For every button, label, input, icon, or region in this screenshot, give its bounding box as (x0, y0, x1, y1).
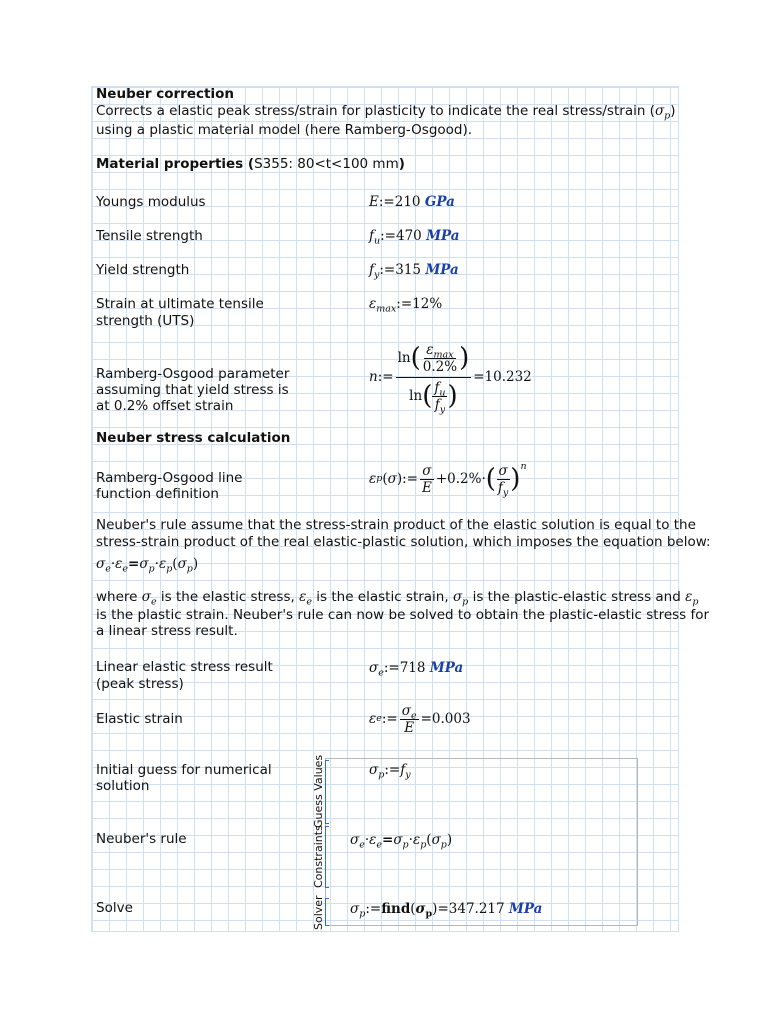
solve-label: Solve (96, 900, 133, 916)
strain-label-1: Strain at ultimate tensile (96, 296, 264, 312)
intro-line1: Corrects a elastic peak stress/strain for plasticity to indicate the real stress/strain ( (96, 103, 655, 119)
guess-label-2: solution (96, 778, 150, 794)
intro-line2: using a plastic material model (here Ramberg-Osgood). (96, 122, 473, 138)
section-title: Neuber correction (96, 86, 234, 102)
solve-unit: MPa (508, 901, 543, 917)
where-line1: where $\sigma_e$ is the elastic stress, $\varepsilon_e$ is the elastic strain, $\sigma_p$ is the plastic-elastic stress and $\varepsilon_p$ (96, 589, 699, 608)
line-def-offset: 0.2% (447, 471, 482, 487)
intro-close: ) (670, 103, 676, 119)
linear-label-2: (peak stress) (96, 676, 184, 692)
line-def-label-1: Ramberg-Osgood line (96, 470, 243, 486)
ro-label-3: at 0.2% offset strain (96, 398, 234, 414)
elastic-strain-label: Elastic strain (96, 711, 183, 727)
material-heading-close: ) (398, 156, 405, 172)
strain-label-2: strength (UTS) (96, 313, 195, 329)
elastic-strain-result: 0.003 (431, 711, 471, 727)
ro-label-1: Ramberg-Osgood parameter (96, 366, 290, 382)
ro-label-2: assuming that yield stress is (96, 382, 289, 398)
tensile-value: 470 (396, 228, 422, 244)
neuber-equation-inline: $\sigma_e\cdot\varepsilon_e=\sigma_p\cdot\varepsilon_p(\sigma_p)$ (96, 556, 199, 575)
intro-sigma-sub: p (664, 110, 671, 122)
elastic-strain-equation[interactable]: ε e := $\frac{\sigma_e}{E}$ = 0.003 (369, 702, 471, 736)
neuber-heading: Neuber stress calculation (96, 430, 291, 446)
youngs-label: Youngs modulus (96, 194, 206, 210)
guess-bracket (325, 760, 329, 824)
youngs-unit: GPa (424, 194, 455, 210)
guess-equation[interactable]: $\sigma_p:=f_y$ (369, 762, 411, 781)
tensile-label: Tensile strength (96, 228, 203, 244)
yield-equation[interactable]: $f_y:=315$ MPa (369, 262, 459, 281)
intro-sigma: σ (654, 103, 665, 119)
ro-equation[interactable]: n := ln ( $\frac{\varepsilon_{max}}{0.2\%}$ ) ln ( $\frac{f_u}{f_y}$ ) = 10.232 (369, 341, 532, 416)
ro-offset: 0.2% (422, 358, 458, 375)
guess-values-label: Guess Values (312, 754, 325, 828)
where-1: where (96, 589, 138, 605)
yield-label: Yield strength (96, 262, 190, 278)
guess-label-1: Initial guess for numerical (96, 762, 272, 778)
solve-equation[interactable]: $\sigma_p:=find(\sigma_p)=347.217$ MPa (350, 901, 543, 920)
material-spec: S355: 80<t<100 mm (254, 156, 399, 172)
solve-func: find (381, 901, 411, 917)
where-line3: a linear stress result. (96, 623, 238, 639)
youngs-equation[interactable]: E:=210 GPa (369, 194, 455, 210)
yield-unit: MPa (425, 262, 459, 278)
yield-value: 315 (395, 262, 422, 278)
where-3: is the elastic strain, (316, 589, 449, 605)
intro-text (96, 103, 676, 122)
tensile-equation[interactable]: $f_u:=470$ MPa (369, 228, 460, 247)
linear-unit: MPa (429, 660, 464, 676)
where-line2: is the plastic strain. Neuber's rule can now be solved to obtain the plastic-elastic stress for (96, 607, 710, 623)
line-def-equation[interactable]: ε p ( σ ):= $\frac{\sigma}{E}$ + 0.2% · ( $\frac{\sigma}{f_y}$ ) $^n$ (369, 461, 527, 499)
linear-label-1: Linear elastic stress result (96, 659, 273, 675)
tensile-unit: MPa (426, 228, 460, 244)
material-heading (96, 156, 405, 172)
strain-value: 12% (412, 296, 443, 312)
where-2: is the elastic stress, (160, 589, 295, 605)
neuber-para-2: stress-strain product of the real elastic-plastic solution, which imposes the equation below: (96, 534, 711, 550)
linear-value: 718 (399, 660, 426, 676)
constraints-bracket (325, 826, 329, 888)
solve-result: 347.217 (448, 901, 505, 917)
ro-result: 10.232 (484, 369, 532, 385)
solver-label: Solver (312, 895, 325, 930)
neuber-rule-label: Neuber's rule (96, 831, 187, 847)
constraints-label: Constraints (312, 825, 325, 888)
strain-equation[interactable]: $\varepsilon_{max}:=12\%$ (369, 296, 443, 315)
solver-bracket (325, 898, 329, 926)
where-4: is the plastic-elastic stress and (472, 589, 681, 605)
neuber-rule-equation[interactable]: $\sigma_e\cdot\varepsilon_e=\sigma_p\cdot\varepsilon_p(\sigma_p)$ (350, 832, 453, 851)
line-def-label-2: function definition (96, 486, 219, 502)
youngs-value: 210 (394, 194, 421, 210)
material-heading-text: Material properties ( (96, 156, 255, 172)
neuber-para-1: Neuber's rule assume that the stress-strain product of the elastic solution is equal to the (96, 517, 696, 533)
linear-equation[interactable]: $\sigma_e:=718$ MPa (369, 660, 464, 679)
